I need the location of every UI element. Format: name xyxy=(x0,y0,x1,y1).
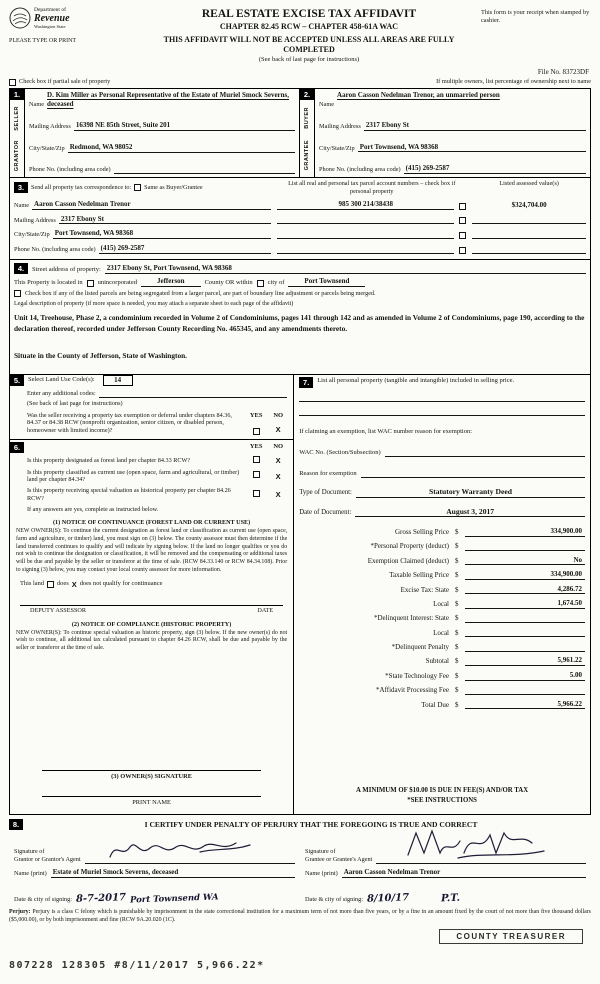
file-number: File No. 83723DF xyxy=(537,67,589,76)
buyer-mailing-label: Mailing Address xyxy=(319,122,361,130)
forest-land-question-row xyxy=(10,456,293,466)
personal-property-deduct-row xyxy=(299,537,585,551)
fee-value: 5,966.22 xyxy=(465,700,585,710)
buyer-phone-row xyxy=(319,164,586,174)
land-use-code-value: 14 xyxy=(103,375,133,386)
county-value: Jefferson xyxy=(141,277,201,287)
exemption-question: Was the seller receiving a property tax exemption or deferral under chapters 84.36, 84.37 or 84.38 RCW (nonprofit organization, senior citizen, or disabled person, homeowner with limited income)? xyxy=(27,411,232,435)
unincorporated-checkbox xyxy=(87,280,94,287)
fee-label: Excise Tax: State xyxy=(400,585,449,594)
print-name-line: PRINT NAME xyxy=(42,796,261,807)
section-8 xyxy=(9,819,591,904)
fee-label: *Delinquent Interest: State xyxy=(373,614,449,623)
header xyxy=(9,7,591,65)
corr-city-value: Port Townsend, WA 98368 xyxy=(53,229,272,239)
exemption-claimed-row xyxy=(299,551,585,565)
city-checkbox xyxy=(257,280,264,287)
dollar-sign: $ xyxy=(455,527,459,536)
notice-continuance-title: (1) NOTICE OF CONTINUANCE (FOREST LAND OR CURRENT USE) xyxy=(52,519,251,527)
logo-state-text: Washington State xyxy=(34,23,66,29)
fee-label: Total Due xyxy=(421,700,449,709)
fee-label: *Delinquent Penalty xyxy=(391,643,449,652)
buyer-phone-label: Phone No. (including area code) xyxy=(319,166,401,174)
street-address-value: 2317 Ebony St, Port Townsend, WA 98368 xyxy=(105,264,586,274)
section-4 xyxy=(9,260,591,375)
form-chapter: CHAPTER 82.45 RCW – CHAPTER 458-61A WAC xyxy=(219,22,399,32)
gross-selling-price-row xyxy=(299,522,585,536)
corr-name-label: Name xyxy=(14,201,30,209)
no-header-5: NO xyxy=(273,411,284,419)
buyer-city-value: Port Townsend, WA 98368 xyxy=(358,143,586,153)
fee-table xyxy=(299,522,585,709)
parcel-blank-4 xyxy=(277,245,454,254)
assessed-values-header: Listed assessed value(s) xyxy=(499,180,559,188)
grantee-date-label: Date & city of signing: xyxy=(305,895,364,903)
does-label: does xyxy=(56,580,69,588)
corr-mailing-label: Mailing Address xyxy=(14,216,56,224)
total-due-row xyxy=(299,695,585,709)
personal-property-checkbox-2 xyxy=(459,217,466,224)
historic-question: Is this property receiving special valuation as historical property per chapter 84.26 RCW? xyxy=(27,487,231,502)
current-use-yes-checkbox xyxy=(253,471,260,478)
assessed-blank-2 xyxy=(472,215,586,224)
form-warning: THIS AFFIDAVIT WILL NOT BE ACCEPTED UNLESS ALL AREAS ARE FULLY COMPLETED xyxy=(163,35,455,55)
section-6-number: 6. xyxy=(10,442,24,453)
section-4-number: 4. xyxy=(14,263,28,274)
location-row xyxy=(14,277,586,287)
header-left xyxy=(9,7,137,45)
segregated-checkbox xyxy=(14,290,21,297)
fee-value xyxy=(465,686,585,695)
personal-property-blank-1 xyxy=(299,388,585,402)
dollar-sign: $ xyxy=(455,628,459,637)
section-7 xyxy=(294,375,590,814)
seller-phone-value xyxy=(114,165,295,174)
fee-label: Local xyxy=(433,599,449,608)
personal-property-label: List all personal property (tangible and intangible) included in selling price. xyxy=(317,376,515,384)
seller-name-value: D. Kim Miller as Personal Representative of the Estate of Muriel Smock Severns, deceased xyxy=(47,91,290,108)
taxable-selling-price-row xyxy=(299,565,585,579)
personal-property-checkbox-1 xyxy=(459,203,466,210)
grantor-sig-label-2: Grantor or Grantor's Agent xyxy=(14,856,81,864)
historic-no-mark: X xyxy=(275,490,281,500)
fee-label: *State Technology Fee xyxy=(385,671,449,680)
fee-label: *Personal Property (deduct) xyxy=(370,542,449,551)
reason-blank xyxy=(361,477,585,478)
dollar-sign: $ xyxy=(455,585,459,594)
grantee-sig-label-2: Grantee or Grantee's Agent xyxy=(305,856,373,864)
perjury-text: Perjury is a class C felony which is punishable by imprisonment in the state correctional institution for a maximum term of not more than five years, or by a fine in an amount fixed by the court of not more than five thousand dollars ($5,000.00), or by both imprisonment and fine (RCW 9A.20.020 (1C). xyxy=(9,908,591,923)
seller-side-strip xyxy=(10,89,25,177)
fee-value xyxy=(465,542,585,551)
logo-dept-text: Department of xyxy=(34,7,66,13)
deputy-assessor-label: DEPUTY ASSESSOR xyxy=(30,607,86,615)
street-address-label: Street address of property: xyxy=(32,265,101,273)
corr-city-label: City/State/Zip xyxy=(14,231,50,239)
fee-value xyxy=(465,614,585,623)
dor-logo-text xyxy=(34,7,70,30)
document-date-value: August 3, 2017 xyxy=(355,507,585,517)
see-back-note-2: (See back of last page for instructions) xyxy=(27,399,123,407)
section-3 xyxy=(9,178,591,260)
correspondence-city-row xyxy=(14,229,586,239)
fee-value: 4,286.72 xyxy=(465,585,585,595)
deputy-assessor-line xyxy=(20,605,283,615)
parcel-number-value: 985 300 214/38438 xyxy=(277,200,454,210)
forest-land-question: Is this property designated as forest land per chapter 84.33 RCW? xyxy=(27,456,191,464)
forest-yes-checkbox xyxy=(253,456,260,463)
dollar-sign: $ xyxy=(455,686,459,695)
buyer-mailing-row xyxy=(319,121,586,131)
partial-sale-checkbox xyxy=(9,79,16,86)
section-1-number: 1. xyxy=(10,89,24,100)
fee-label: Gross Selling Price xyxy=(394,527,449,536)
exemption-yes-checkbox xyxy=(253,428,260,435)
same-as-buyer-checkbox xyxy=(134,184,141,191)
perjury-statement xyxy=(9,909,591,925)
grantor-city-value: Port Townsend WA xyxy=(129,892,219,906)
historic-question-row xyxy=(10,487,293,503)
located-in-label: This Property is located in xyxy=(14,278,83,286)
assessed-blank-4 xyxy=(472,245,586,254)
dollar-sign: $ xyxy=(455,614,459,623)
affidavit-processing-fee-row xyxy=(299,681,585,695)
grantee-name-label: Name (print) xyxy=(305,869,338,877)
document-type-label: Type of Document: xyxy=(299,489,352,497)
reason-row xyxy=(299,470,585,478)
corr-phone-value: (415) 269-2587 xyxy=(99,244,272,254)
correspondence-name-row xyxy=(14,200,586,210)
grantor-signature-area xyxy=(9,848,300,864)
please-type-label: PLEASE TYPE OR PRINT xyxy=(9,37,77,44)
situate-line: Situate in the County of Jefferson, State of Washington. xyxy=(14,350,187,360)
wac-label: WAC No. (Section/Subsection) xyxy=(299,449,381,457)
perjury-label: Perjury: xyxy=(9,908,31,915)
fee-label: Exemption Claimed (deduct) xyxy=(367,556,449,565)
correspondence-phone-row xyxy=(14,244,586,254)
buyer-name-value: Aaron Casson Nedelman Trenor, an unmarried person xyxy=(337,91,500,100)
see-back-note: (See back of last page for instructions) xyxy=(258,56,360,64)
owners-signature-line: (3) OWNER(S) SIGNATURE xyxy=(42,770,261,781)
assessed-value: $324,704.00 xyxy=(511,200,547,209)
segregated-row xyxy=(14,290,586,298)
subtotal-row xyxy=(299,652,585,666)
notice-continuance-body: NEW OWNER(S): To continue the current designation as forest land or classification as current use (open space, farm and agriculture, or timber) land, you must sign on (3) below. The county assessor must then determine if the land transferred continues to qualify and will indicate by signing below. If the land no longer qualifies or you do not wish to continue the designation or classification, it will be removed and the compensating or additional taxes will be due and payable by the seller or transferor at the time of sale. (RCW 84.33.140 or RCW 84.34.108). Prior to signing (3) below, you may contact your local county assessor for more information. xyxy=(16,528,288,573)
certify-statement: I CERTIFY UNDER PENALTY OF PERJURY THAT THE FOREGOING IS TRUE AND CORRECT xyxy=(144,819,478,829)
unincorporated-label: unincorporated xyxy=(97,278,137,286)
wac-blank xyxy=(385,456,585,457)
partial-sale-label: Check box if partial sale of property xyxy=(19,78,111,86)
seller-mailing-value: 16398 NE 85th Street, Suite 201 xyxy=(74,121,295,131)
seller-name-row xyxy=(29,91,295,109)
delinquent-interest-state-row xyxy=(299,609,585,623)
buyer-label: BUYER xyxy=(304,107,310,130)
section-5 xyxy=(10,375,293,440)
notice-compliance-body: NEW OWNER(S): To continue special valuation as historic property, sign (3) below. If the new owner(s) do not wish to continue, all additional tax calculated pursuant to chapter 84.26 RCW, shall be due and payable by the seller or transferor at the time of sale. xyxy=(16,629,288,652)
qualify-line xyxy=(20,580,293,589)
city-value: Port Townsend xyxy=(288,277,365,287)
personal-property-blank-2 xyxy=(299,402,585,416)
corr-phone-label: Phone No. (including area code) xyxy=(14,246,96,254)
dollar-sign: $ xyxy=(455,643,459,652)
grantor-name-row xyxy=(9,868,300,878)
grantor-name-label: Name (print) xyxy=(14,869,47,877)
dor-logo xyxy=(9,7,137,30)
buyer-name-label: Name xyxy=(319,101,335,109)
dollar-sign: $ xyxy=(455,571,459,580)
state-technology-fee-row xyxy=(299,666,585,680)
current-use-question-row xyxy=(10,469,293,485)
grantor-date-row xyxy=(9,891,300,906)
section-8-number: 8. xyxy=(9,819,23,830)
seller-city-value: Redmond, WA 98052 xyxy=(68,143,295,153)
fee-value: 5.00 xyxy=(465,671,585,681)
excise-tax-state-row xyxy=(299,580,585,594)
dollar-sign: $ xyxy=(455,556,459,565)
minimum-due-note xyxy=(299,786,585,810)
does-not-label: does not qualify for continuance xyxy=(79,580,163,588)
fee-value: No xyxy=(465,556,585,566)
grantor-sig-label-1: Signature of xyxy=(14,848,45,856)
grantor-label: GRANTOR xyxy=(14,139,20,171)
county-or-label: County OR within xyxy=(204,278,253,286)
grantee-name-row xyxy=(300,868,591,878)
legal-description-value: Unit 14, Treehouse, Phase 2, a condominium recorded in Volume 2 of Condominiums, pages 141 through 142 and as amended in Volume 2 of Condominiums, page 190, according to the declaration thereof, recorded under Jefferson County Recording No. 465345, and any amendments thereto. xyxy=(14,312,585,333)
middle-columns xyxy=(9,375,591,815)
seller-mailing-row xyxy=(29,121,295,131)
section-1-seller xyxy=(10,89,300,177)
date-label: DATE xyxy=(257,607,274,615)
fee-label: *Affidavit Processing Fee xyxy=(376,686,449,695)
fee-label: Taxable Selling Price xyxy=(389,571,449,580)
grantee-signature-area xyxy=(300,848,591,864)
buyer-city-row xyxy=(319,143,586,153)
correspondence-mailing-row xyxy=(14,215,586,225)
minimum-due-text: A MINIMUM OF $10.00 IS DUE IN FEE(S) AND/OR TAX xyxy=(356,786,529,794)
fee-value: 334,900.00 xyxy=(465,527,585,537)
fee-value: 334,900.00 xyxy=(465,570,585,580)
street-address-row xyxy=(14,263,586,274)
grantor-name-value: Estate of Muriel Smock Severns, deceased xyxy=(51,868,295,878)
fee-value xyxy=(465,628,585,637)
land-use-label: Select Land Use Code(s): xyxy=(28,376,95,384)
grantee-sig-label-1: Signature of xyxy=(305,848,336,856)
multiple-owners-note: If multiple owners, list percentage of ownership next to name xyxy=(436,78,591,86)
additional-codes-label: Enter any additional codes: xyxy=(27,389,96,397)
title-block xyxy=(137,7,481,65)
form-title: REAL ESTATE EXCISE TAX AFFIDAVIT xyxy=(201,8,417,20)
grantor-date-value: 8-7-2017 xyxy=(75,891,127,905)
fee-label: Local xyxy=(433,628,449,637)
seller-city-label: City/State/Zip xyxy=(29,145,65,153)
seller-city-row xyxy=(29,143,295,153)
city-of-label: city of xyxy=(267,278,285,286)
grantee-name-value: Aaron Casson Nedelman Trenor xyxy=(342,868,586,878)
delinquent-interest-local-row xyxy=(299,623,585,637)
fee-value: 1,674.50 xyxy=(465,599,585,609)
segregated-label: Check box if any of the listed parcels are being segregated from a larger parcel, are part of boundary line adjustment or parcels being merged. xyxy=(25,289,376,297)
grantee-label: GRANTEE xyxy=(304,139,310,170)
historic-yes-checkbox xyxy=(253,490,260,497)
grantor-signature xyxy=(104,837,254,863)
seller-mailing-label: Mailing Address xyxy=(29,123,71,131)
notice-compliance-title: (2) NOTICE OF COMPLIANCE (HISTORIC PROPERTY) xyxy=(71,620,232,628)
corr-mailing-value: 2317 Ebony St xyxy=(59,215,272,225)
exemption-no-mark: X xyxy=(275,425,281,435)
grantor-date-label: Date & city of signing: xyxy=(14,895,73,903)
county-treasurer-stamp: COUNTY TREASURER xyxy=(439,929,583,944)
fee-value xyxy=(465,643,585,652)
parcel-blank-3 xyxy=(277,230,454,239)
current-use-question: Is this property classified as current use (open space, farm and agricultural, or timber) land per chapter 84.34? xyxy=(27,468,240,484)
corr-name-value: Aaron Casson Nedelman Trenor xyxy=(32,200,271,210)
seller-label: SELLER xyxy=(14,106,20,132)
grantee-city-value: P.T. xyxy=(440,892,461,905)
send-correspondence-label: Send all property tax correspondence to: xyxy=(31,183,132,191)
yes-header-6: YES xyxy=(249,443,263,451)
does-qualify-checkbox xyxy=(47,581,54,588)
buyer-city-label: City/State/Zip xyxy=(319,144,355,152)
parcel-blank-2 xyxy=(277,215,454,224)
reason-label: Reason for exemption xyxy=(299,470,357,478)
seller-name-label: Name xyxy=(29,101,45,109)
section-2-number: 2. xyxy=(300,89,314,100)
assessed-blank-3 xyxy=(472,230,586,239)
same-as-buyer-label: Same as Buyer/Grantee xyxy=(144,183,203,191)
fee-value: 5,961.22 xyxy=(465,656,585,666)
exemption-question-block xyxy=(10,412,293,435)
cashier-receipt-stamp: 807228 128305 #8/11/2017 5,966.22* xyxy=(9,959,265,971)
sections-5-6-column xyxy=(10,375,294,814)
legal-description-label: Legal description of property (if more space is needed, you may attach a separate sheet to each page of the affidavit) xyxy=(14,301,294,308)
personal-property-checkbox-4 xyxy=(459,247,466,254)
document-date-label: Date of Document: xyxy=(299,508,352,516)
wac-row xyxy=(299,449,585,457)
seller-phone-label: Phone No. (including area code) xyxy=(29,166,111,174)
exemption-claim-label: If claiming an exemption, list WAC number reason for exemption: xyxy=(299,427,472,435)
this-land-label: This land xyxy=(20,580,44,588)
dollar-sign: $ xyxy=(455,657,459,666)
personal-property-checkbox-3 xyxy=(459,232,466,239)
section-3-number: 3. xyxy=(14,182,28,193)
section-5-number: 5. xyxy=(10,375,24,386)
current-use-no-mark: X xyxy=(275,471,281,481)
document-date-row xyxy=(299,507,585,517)
yes-header-5: YES xyxy=(249,411,263,419)
parcel-numbers-header: List all real and personal tax parcel account numbers – check box if personal property xyxy=(288,180,456,195)
does-not-mark: X xyxy=(71,579,77,589)
seller-phone-row xyxy=(29,165,295,174)
delinquent-penalty-row xyxy=(299,637,585,651)
if-yes-note: If any answers are yes, complete as instructed below. xyxy=(27,505,159,513)
forest-no-mark: X xyxy=(275,456,281,466)
grantee-date-value: 8/10/17 xyxy=(366,891,410,905)
receipt-note: This form is your receipt when stamped by cashier. xyxy=(481,9,590,24)
section-7-number: 7. xyxy=(299,377,313,388)
excise-tax-local-row xyxy=(299,594,585,608)
document-type-row xyxy=(299,487,585,497)
see-instructions-text: *SEE INSTRUCTIONS xyxy=(407,796,477,804)
logo-revenue-text: Revenue xyxy=(34,12,70,24)
grantee-date-row xyxy=(300,891,591,905)
buyer-phone-value: (415) 269-2587 xyxy=(404,164,586,174)
document-type-value: Statutory Warranty Deed xyxy=(356,487,585,497)
dor-seal-icon xyxy=(9,7,31,29)
seller-buyer-box xyxy=(9,88,591,178)
buyer-mailing-value: 2317 Ebony St xyxy=(364,121,586,131)
additional-codes-blank xyxy=(99,390,287,398)
dollar-sign: $ xyxy=(455,542,459,551)
grantee-signature xyxy=(400,825,550,863)
top-checkbox-row xyxy=(9,78,591,86)
dollar-sign: $ xyxy=(455,700,459,709)
section-6 xyxy=(10,440,293,814)
fee-label: Subtotal xyxy=(425,657,449,666)
buyer-name-row xyxy=(319,91,586,109)
dollar-sign: $ xyxy=(455,671,459,680)
dollar-sign: $ xyxy=(455,599,459,608)
no-header-6: NO xyxy=(273,443,284,451)
section-2-buyer xyxy=(300,89,590,177)
buyer-side-strip xyxy=(300,89,315,177)
